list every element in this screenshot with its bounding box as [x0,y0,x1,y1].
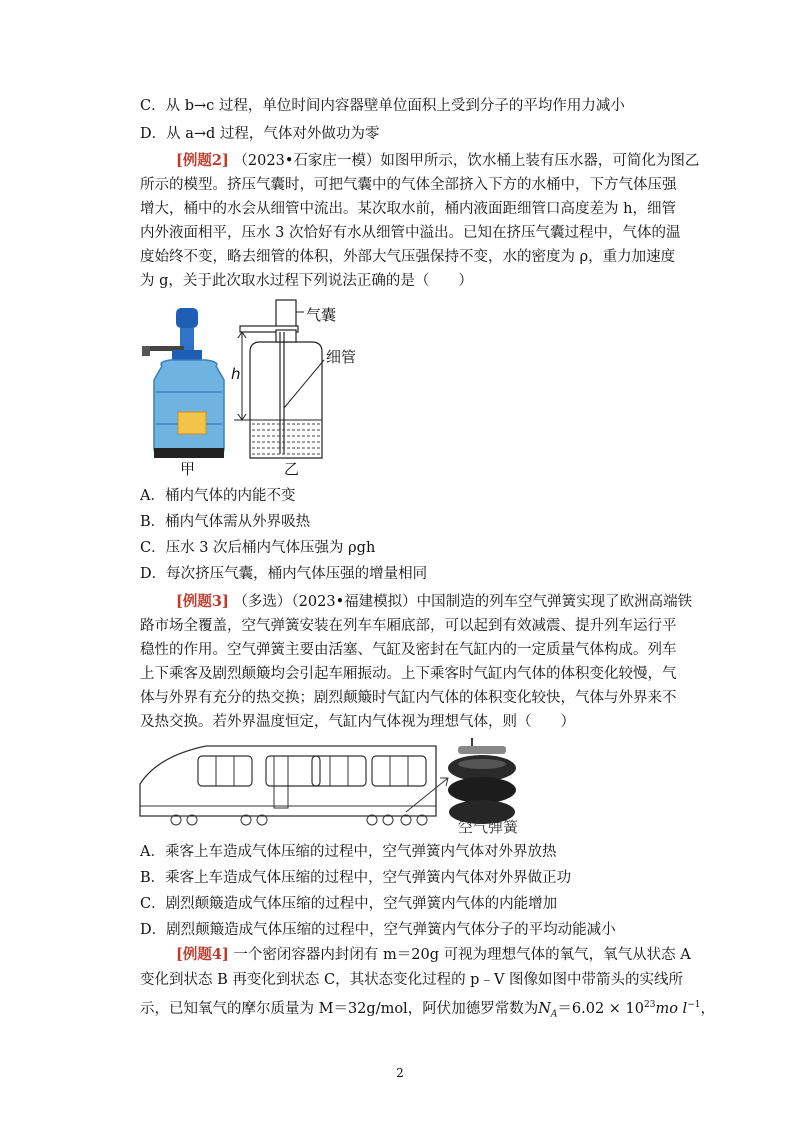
example3-option-b: B．乘客上车造成气体压缩的过程中，空气弹簧内气体对外界做正功 [140,870,572,886]
avogadro-value: ＝6.02 × 10 [557,1000,644,1017]
example2-option-d: D．每次挤压气囊，桶内气体压强的增量相同 [140,566,428,582]
example3-line-4: 体与外界有充分的热交换；剧烈颠簸时气缸内气体的体积变化较快，气体与外界来不 [140,690,677,706]
example3-line-5: 及热交换。若外界温度恒定，气缸内气体视为理想气体，则（ ） [140,714,575,730]
avogadro-symbol: N [538,1000,551,1017]
example4-line-2 [140,995,715,1025]
example4-first-line [176,945,691,965]
avogadro-tail: ， [700,1000,715,1017]
option-c-prev: C．从 b→c 过程，单位时间内容器壁单位面积上受到分子的平均作用力减小 [140,98,625,114]
figure-yi-label: 乙 [284,460,300,478]
example2-line-1: 所示的模型。挤压气囊时，可把气囊中的气体全部挤入下方的水桶中，下方气体压强 [140,177,677,193]
example3-line-2: 稳性的作用。空气弹簧主要由活塞、气缸及密封在气缸内的一定质量气体构成。列车 [140,642,677,658]
example2-option-b: B．桶内气体需从外界吸热 [140,514,311,530]
avogadro-exponent: 23 [644,1000,656,1010]
example3-line-3: 上下乘客及剧烈颠簸均会引起车厢振动。上下乘客时气缸内气体的体积变化较慢，气 [140,666,677,682]
avogadro-subscript: A [550,1009,558,1020]
example2-tag: [例题2] [176,152,229,169]
example3-line-1: 路市场全覆盖，空气弹簧安装在列车车厢底部，可以起到有效减震、提升列车运行平 [140,618,677,634]
example4-line-2-text: 示，已知氧气的摩尔质量为 M＝32g/mol，阿伏加德罗常数为 [140,1000,539,1017]
example3-first-line [176,592,692,612]
bucket-model-figure [228,298,368,466]
avogadro-unit-exponent: −1 [687,1000,701,1010]
example2-line-0: （2023•石家庄一模）如图甲所示，饮水桶上装有压水器，可简化为图乙 [233,153,700,169]
xiguan-label: 细管 [326,348,357,366]
example2-option-a: A．桶内气体的内能不变 [140,488,296,504]
page-number: 2 [396,1066,404,1080]
example3-tag: [例题3] [176,593,229,610]
example3-line-0: （多选）（2023•福建模拟）中国制造的列车空气弹簧实现了欧洲高端铁 [233,594,693,610]
h-label: h [231,365,241,383]
option-d-prev: D．从 a→d 过程，气体对外做功为零 [140,126,380,142]
example3-option-c: C．剧烈颠簸造成气体压缩的过程中，空气弹簧内气体的内能增加 [140,896,558,912]
example3-option-a: A．乘客上车造成气体压缩的过程中，空气弹簧内气体对外界放热 [140,844,557,860]
example4-line-0: 一个密闭容器内封闭有 m＝20g 可视为理想气体的氧气，氧气从状态 A [233,947,691,963]
example2-line-2: 增大，桶中的水会从细管中流出。某次取水前，桶内液面距细管口高度差为 h，细管 [140,201,676,217]
air-spring-label: 空气弹簧 [458,818,519,836]
example2-line-5: 为 g，关于此次取水过程下列说法正确的是（ ） [140,273,473,289]
avogadro-unit: mo l [655,1000,688,1017]
example2-option-c: C．压水 3 次后桶内气体压强为 ρgh [140,540,376,556]
qinang-label: 气囊 [306,306,337,324]
example4-tag: [例题4] [176,946,229,963]
example3-option-d: D．剧烈颠簸造成气体压缩的过程中，空气弹簧内气体分子的平均动能减小 [140,922,616,938]
example2-line-3: 内外液面相平，压水 3 次恰好有水从细管中溢出。已知在挤压气囊过程中，气体的温 [140,225,681,241]
example2-first-line [176,151,699,171]
water-bottle-figure [140,300,240,470]
example2-line-4: 度始终不变，略去细管的体积，外部大气压强保持不变，水的密度为 ρ，重力加速度 [140,249,676,265]
example4-line-1: 变化到状态 B 再变化到状态 C，其状态变化过程的 p﹣V 图像如图中带箭头的实线所 [140,972,684,988]
figure-jia-label: 甲 [180,460,196,478]
